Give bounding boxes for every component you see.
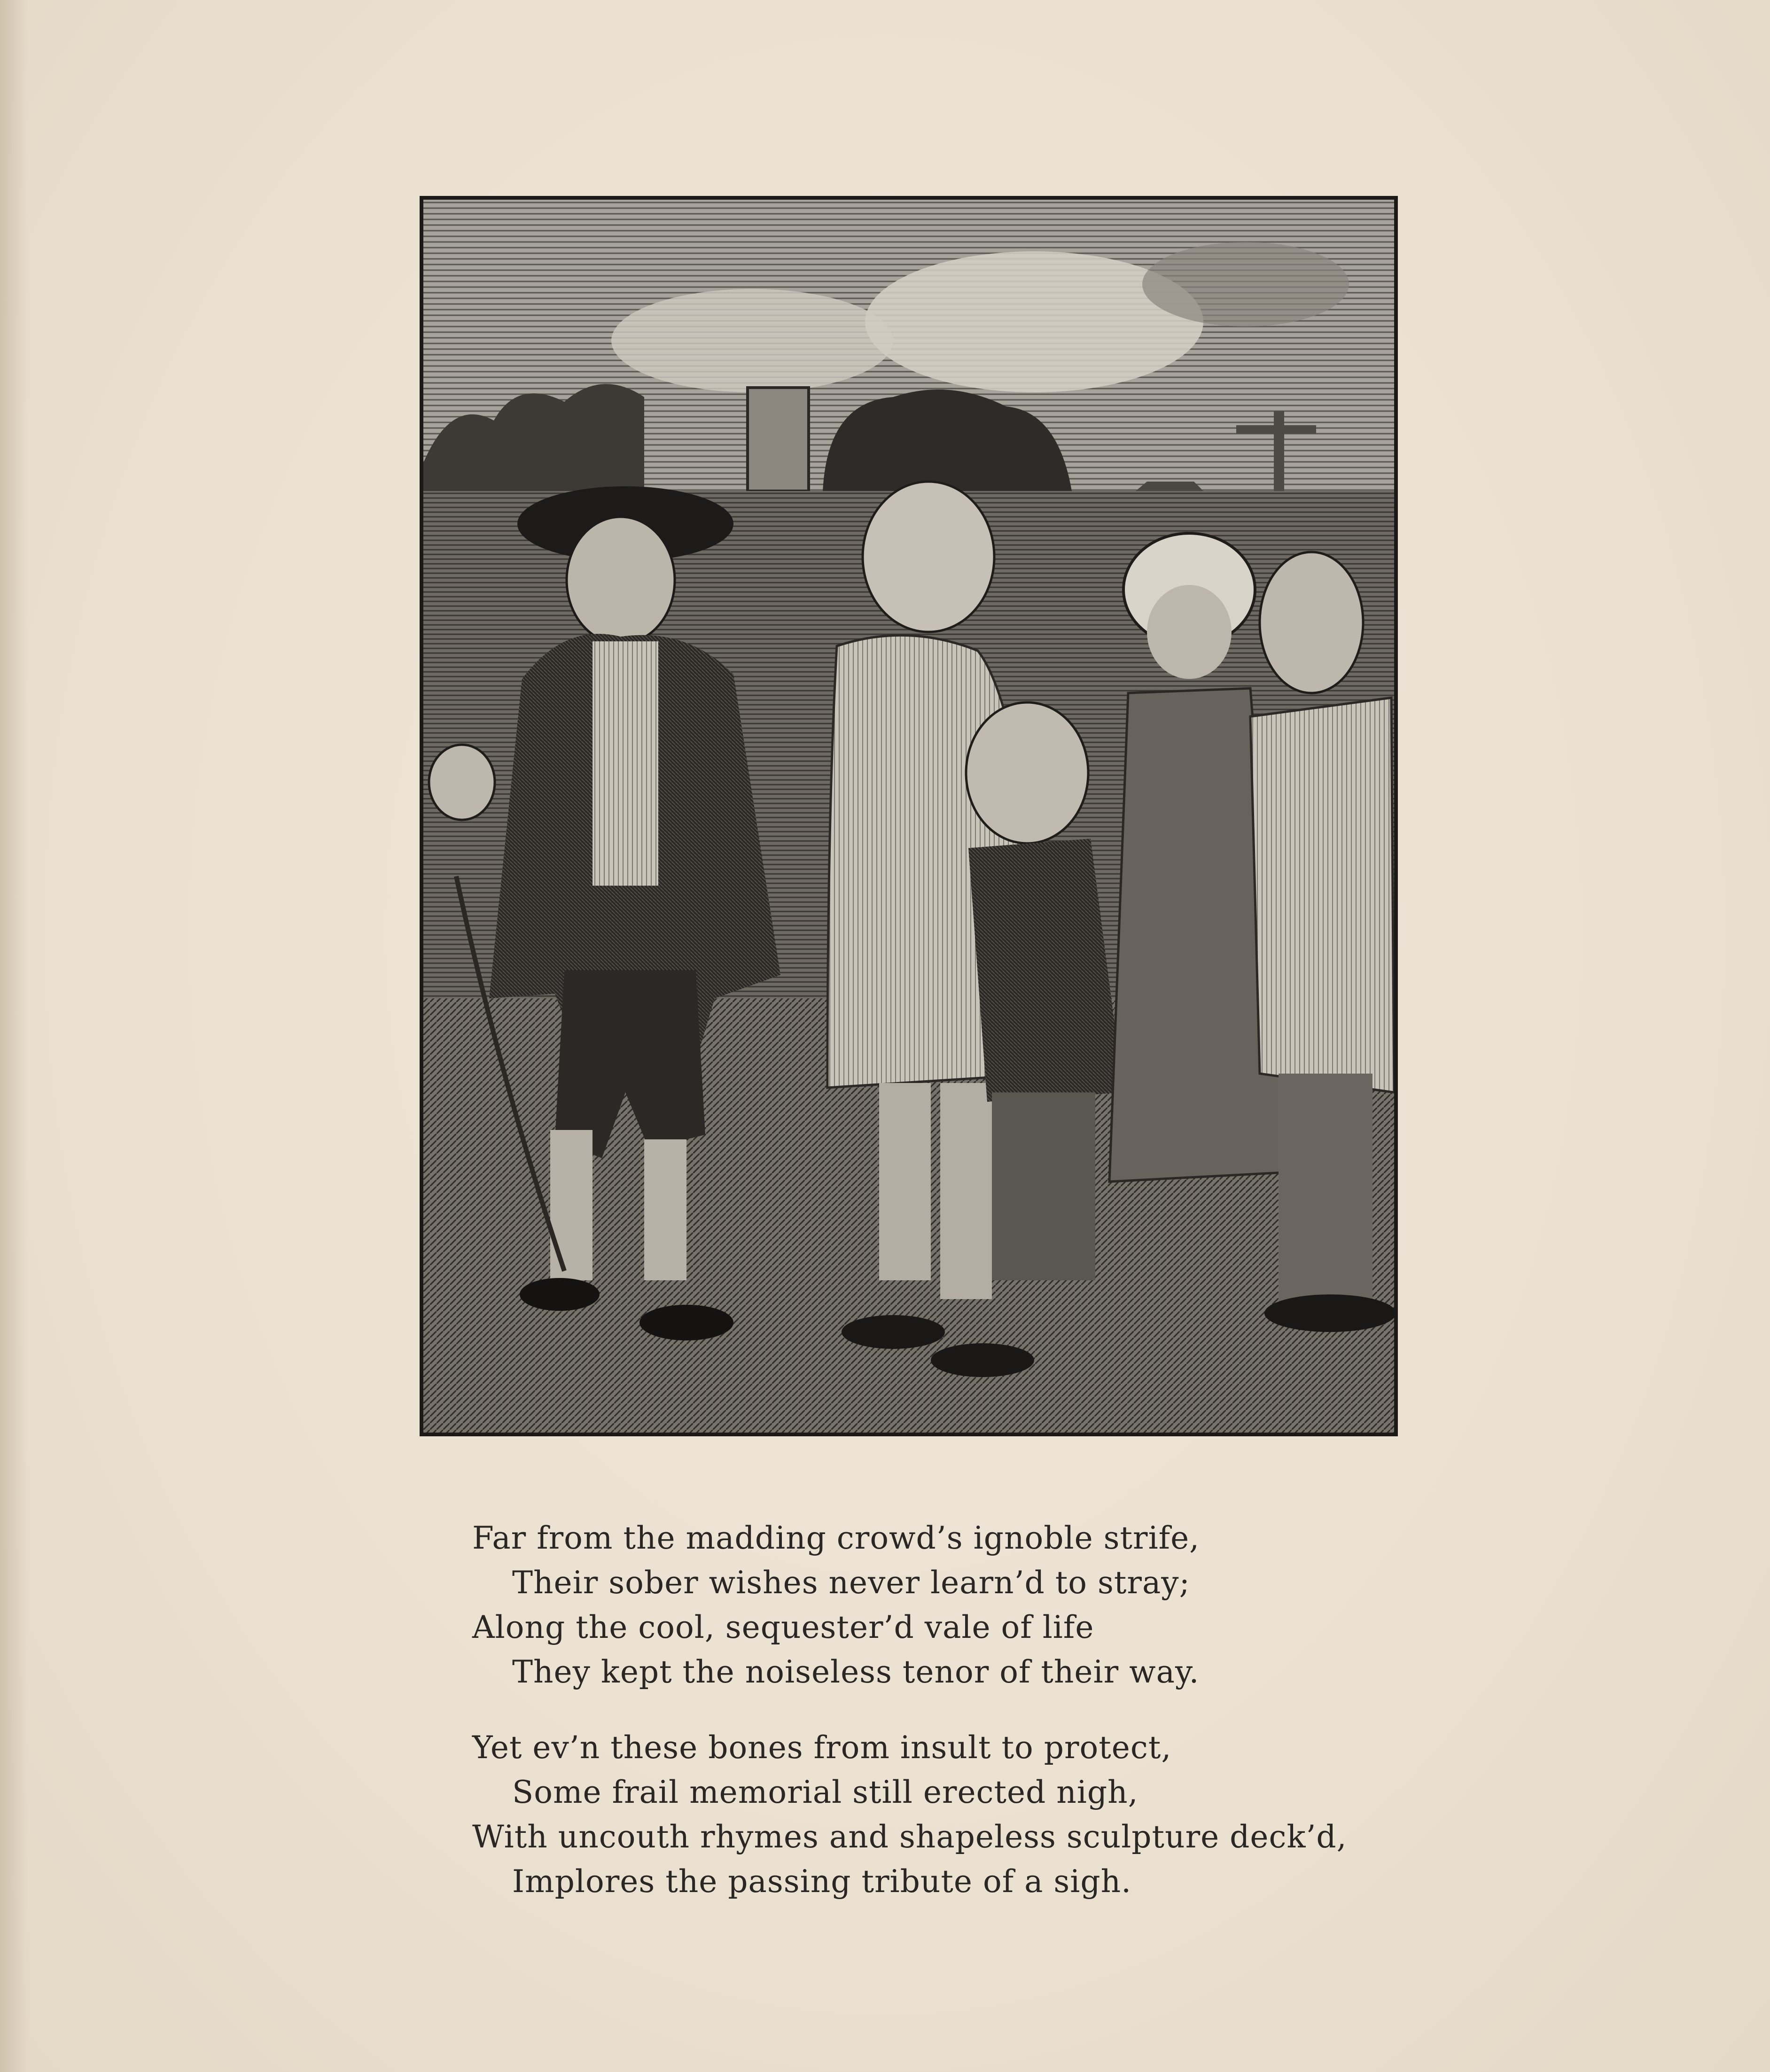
signpost-arm (1236, 425, 1316, 434)
cloud (1142, 242, 1349, 327)
poem-line: Far from the madding crowd’s ignoble strife, (472, 1520, 1200, 1556)
right-child-shoes (1264, 1294, 1394, 1332)
girl-face (1147, 585, 1232, 679)
poem-line: Implores the passing tribute of a sigh. (512, 1863, 1132, 1900)
poem-line: They kept the noiseless tenor of their way. (512, 1654, 1200, 1690)
child-left-head (429, 745, 495, 820)
right-child-legs (1279, 1074, 1372, 1309)
poem-line: Their sober wishes never learn’d to stray; (512, 1565, 1190, 1601)
boy-stocking-left (550, 1130, 593, 1280)
boy-face (567, 517, 675, 644)
poem-stanza-1 (472, 1516, 1412, 1694)
poem-line: Some frail memorial still erected nigh, (512, 1774, 1138, 1810)
poem-stanza-2 (472, 1725, 1412, 1904)
engraving-illustration (420, 196, 1398, 1436)
church-tower (748, 388, 809, 491)
cloud (611, 289, 893, 392)
smock-boy-shoe-left (842, 1315, 945, 1349)
boy-stocking-right (644, 1139, 686, 1280)
poem-line: Along the cool, sequester’d vale of life (472, 1609, 1094, 1645)
small-child-legs (992, 1092, 1095, 1280)
boy-shoe-left (520, 1278, 600, 1311)
right-child-head (1260, 552, 1363, 693)
boy-waistcoat (593, 641, 658, 886)
smock-boy-head (863, 482, 994, 632)
right-child-shawl (1250, 698, 1394, 1092)
smock-boy-shoe-right (931, 1343, 1034, 1377)
page-gutter-shadow (0, 0, 28, 2072)
poem-line: Yet ev’n these bones from insult to protect, (472, 1729, 1172, 1766)
boy-shoe-right (639, 1305, 733, 1340)
smock-boy-leg-right (940, 1083, 992, 1299)
smock-boy-leg-left (879, 1083, 931, 1280)
poem-line: With uncouth rhymes and shapeless sculpture deck’d, (472, 1819, 1347, 1855)
small-child-head (966, 702, 1088, 843)
